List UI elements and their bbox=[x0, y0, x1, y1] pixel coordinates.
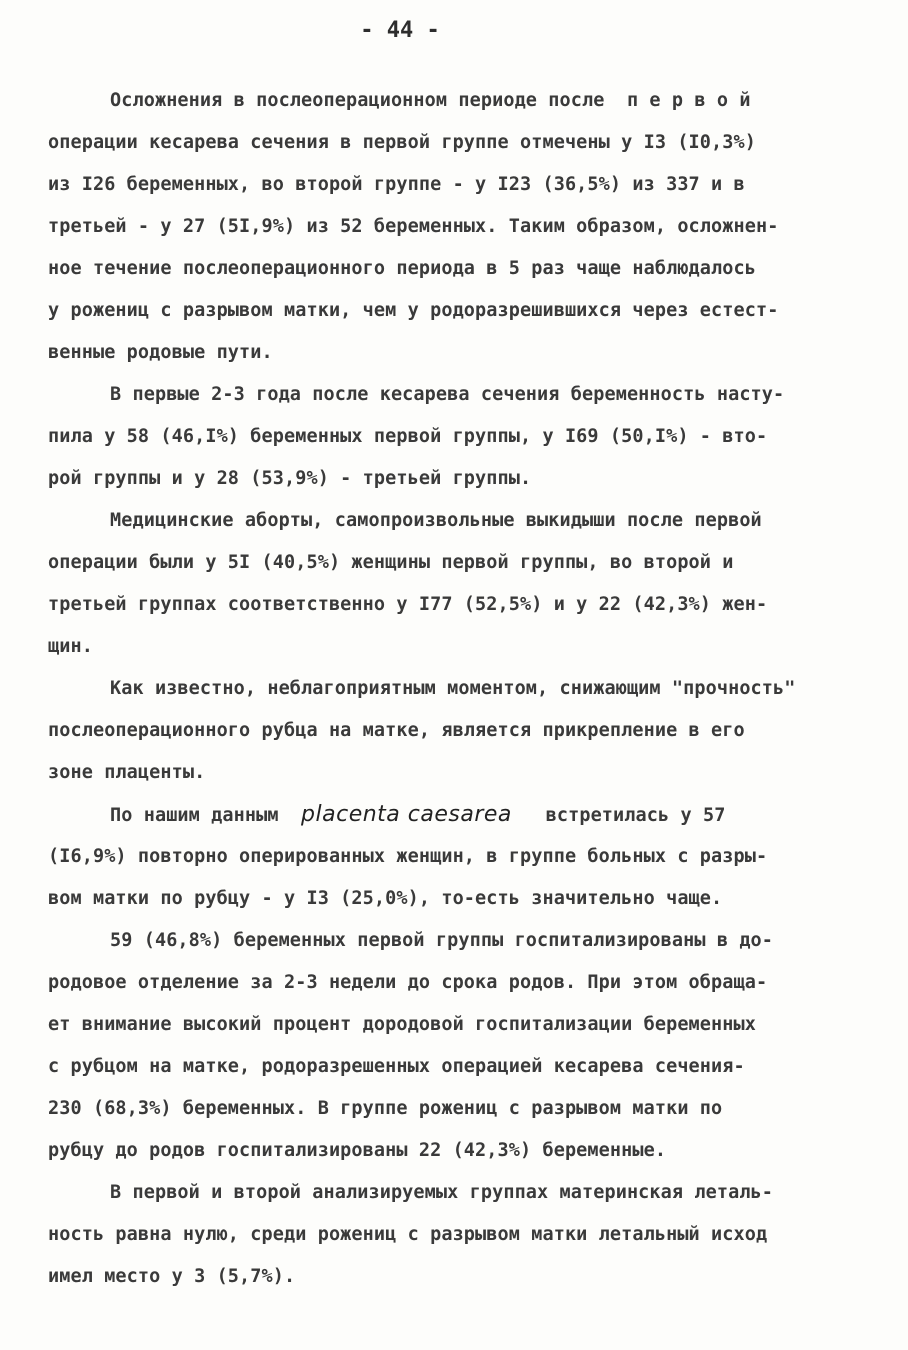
text-line: Осложнения в послеоперационном периоде после п е р в о й bbox=[110, 90, 751, 111]
text-line: ет внимание высокий процент дородовой госпитализации беременных bbox=[48, 1014, 756, 1035]
text-line: 59 (46,8%) беременных первой группы госпитализированы в до- bbox=[110, 930, 774, 951]
paragraph-group-2 bbox=[48, 836, 860, 1298]
text-line: зоне плаценты. bbox=[48, 762, 206, 783]
text-line: третьей - у 27 (5I,9%) из 52 беременных. Таким образом, осложнен- bbox=[48, 216, 779, 237]
text-line: Как известно, неблагоприятным моментом, снижающим "прочность" bbox=[110, 678, 796, 699]
text-line: В первые 2-3 года после кесарева сечения беременность насту- bbox=[110, 384, 785, 405]
text-line: щин. bbox=[48, 636, 93, 657]
text-line: операции были у 5I (40,5%) женщины первой группы, во второй и bbox=[48, 552, 734, 573]
text-line: вом матки по рубцу - у I3 (25,0%), то-есть значительно чаще. bbox=[48, 888, 723, 909]
text-line: (I6,9%) повторно оперированных женщин, в группе больных с разры- bbox=[48, 846, 768, 867]
text-line: с рубцом на матке, родоразрешенных операцией кесарева сечения- bbox=[48, 1056, 745, 1077]
text-line: рой группы и у 28 (53,9%) - третьей группы. bbox=[48, 468, 532, 489]
page-number: - 44 - bbox=[360, 18, 440, 43]
body-text bbox=[48, 80, 860, 1298]
text-line: рубцу до родов госпитализированы 22 (42,3%) беременные. bbox=[48, 1140, 667, 1161]
text-line: 230 (68,3%) беременных. В группе рожениц с разрывом матки по bbox=[48, 1098, 723, 1119]
text-line: ное течение послеоперационного периода в 5 раз чаще наблюдалось bbox=[48, 258, 756, 279]
handwritten-term: placenta caesarea bbox=[301, 802, 512, 827]
text-line: венные родовые пути. bbox=[48, 342, 273, 363]
placenta-line-after: встретилась у 57 bbox=[511, 805, 726, 826]
text-line: пила у 58 (46,I%) беременных первой группы, у I69 (50,I%) - вто- bbox=[48, 426, 768, 447]
text-line: Медицинские аборты, самопроизвольные выкидыши после первой bbox=[110, 510, 762, 531]
text-line: родовое отделение за 2-3 недели до срока родов. При этом обраща- bbox=[48, 972, 768, 993]
text-line: из I26 беременных, во второй группе - у I23 (36,5%) из 337 и в bbox=[48, 174, 745, 195]
text-line: послеоперационного рубца на матке, является прикрепление в его bbox=[48, 720, 745, 741]
text-line: у рожениц с разрывом матки, чем у родоразрешившихся через естест- bbox=[48, 300, 779, 321]
placenta-line-before: По нашим данным bbox=[110, 805, 302, 826]
paragraph-group-1 bbox=[48, 80, 860, 794]
text-line: ность равна нулю, среди рожениц с разрывом матки летальный исход bbox=[48, 1224, 768, 1245]
text-line: операции кесарева сечения в первой группе отмечены у I3 (I0,3%) bbox=[48, 132, 756, 153]
text-line: третьей группах соответственно у I77 (52,5%) и у 22 (42,3%) жен- bbox=[48, 594, 768, 615]
text-line-placenta bbox=[48, 794, 860, 836]
text-line: В первой и второй анализируемых группах материнская леталь- bbox=[110, 1182, 774, 1203]
text-line: имел место у 3 (5,7%). bbox=[48, 1266, 296, 1287]
